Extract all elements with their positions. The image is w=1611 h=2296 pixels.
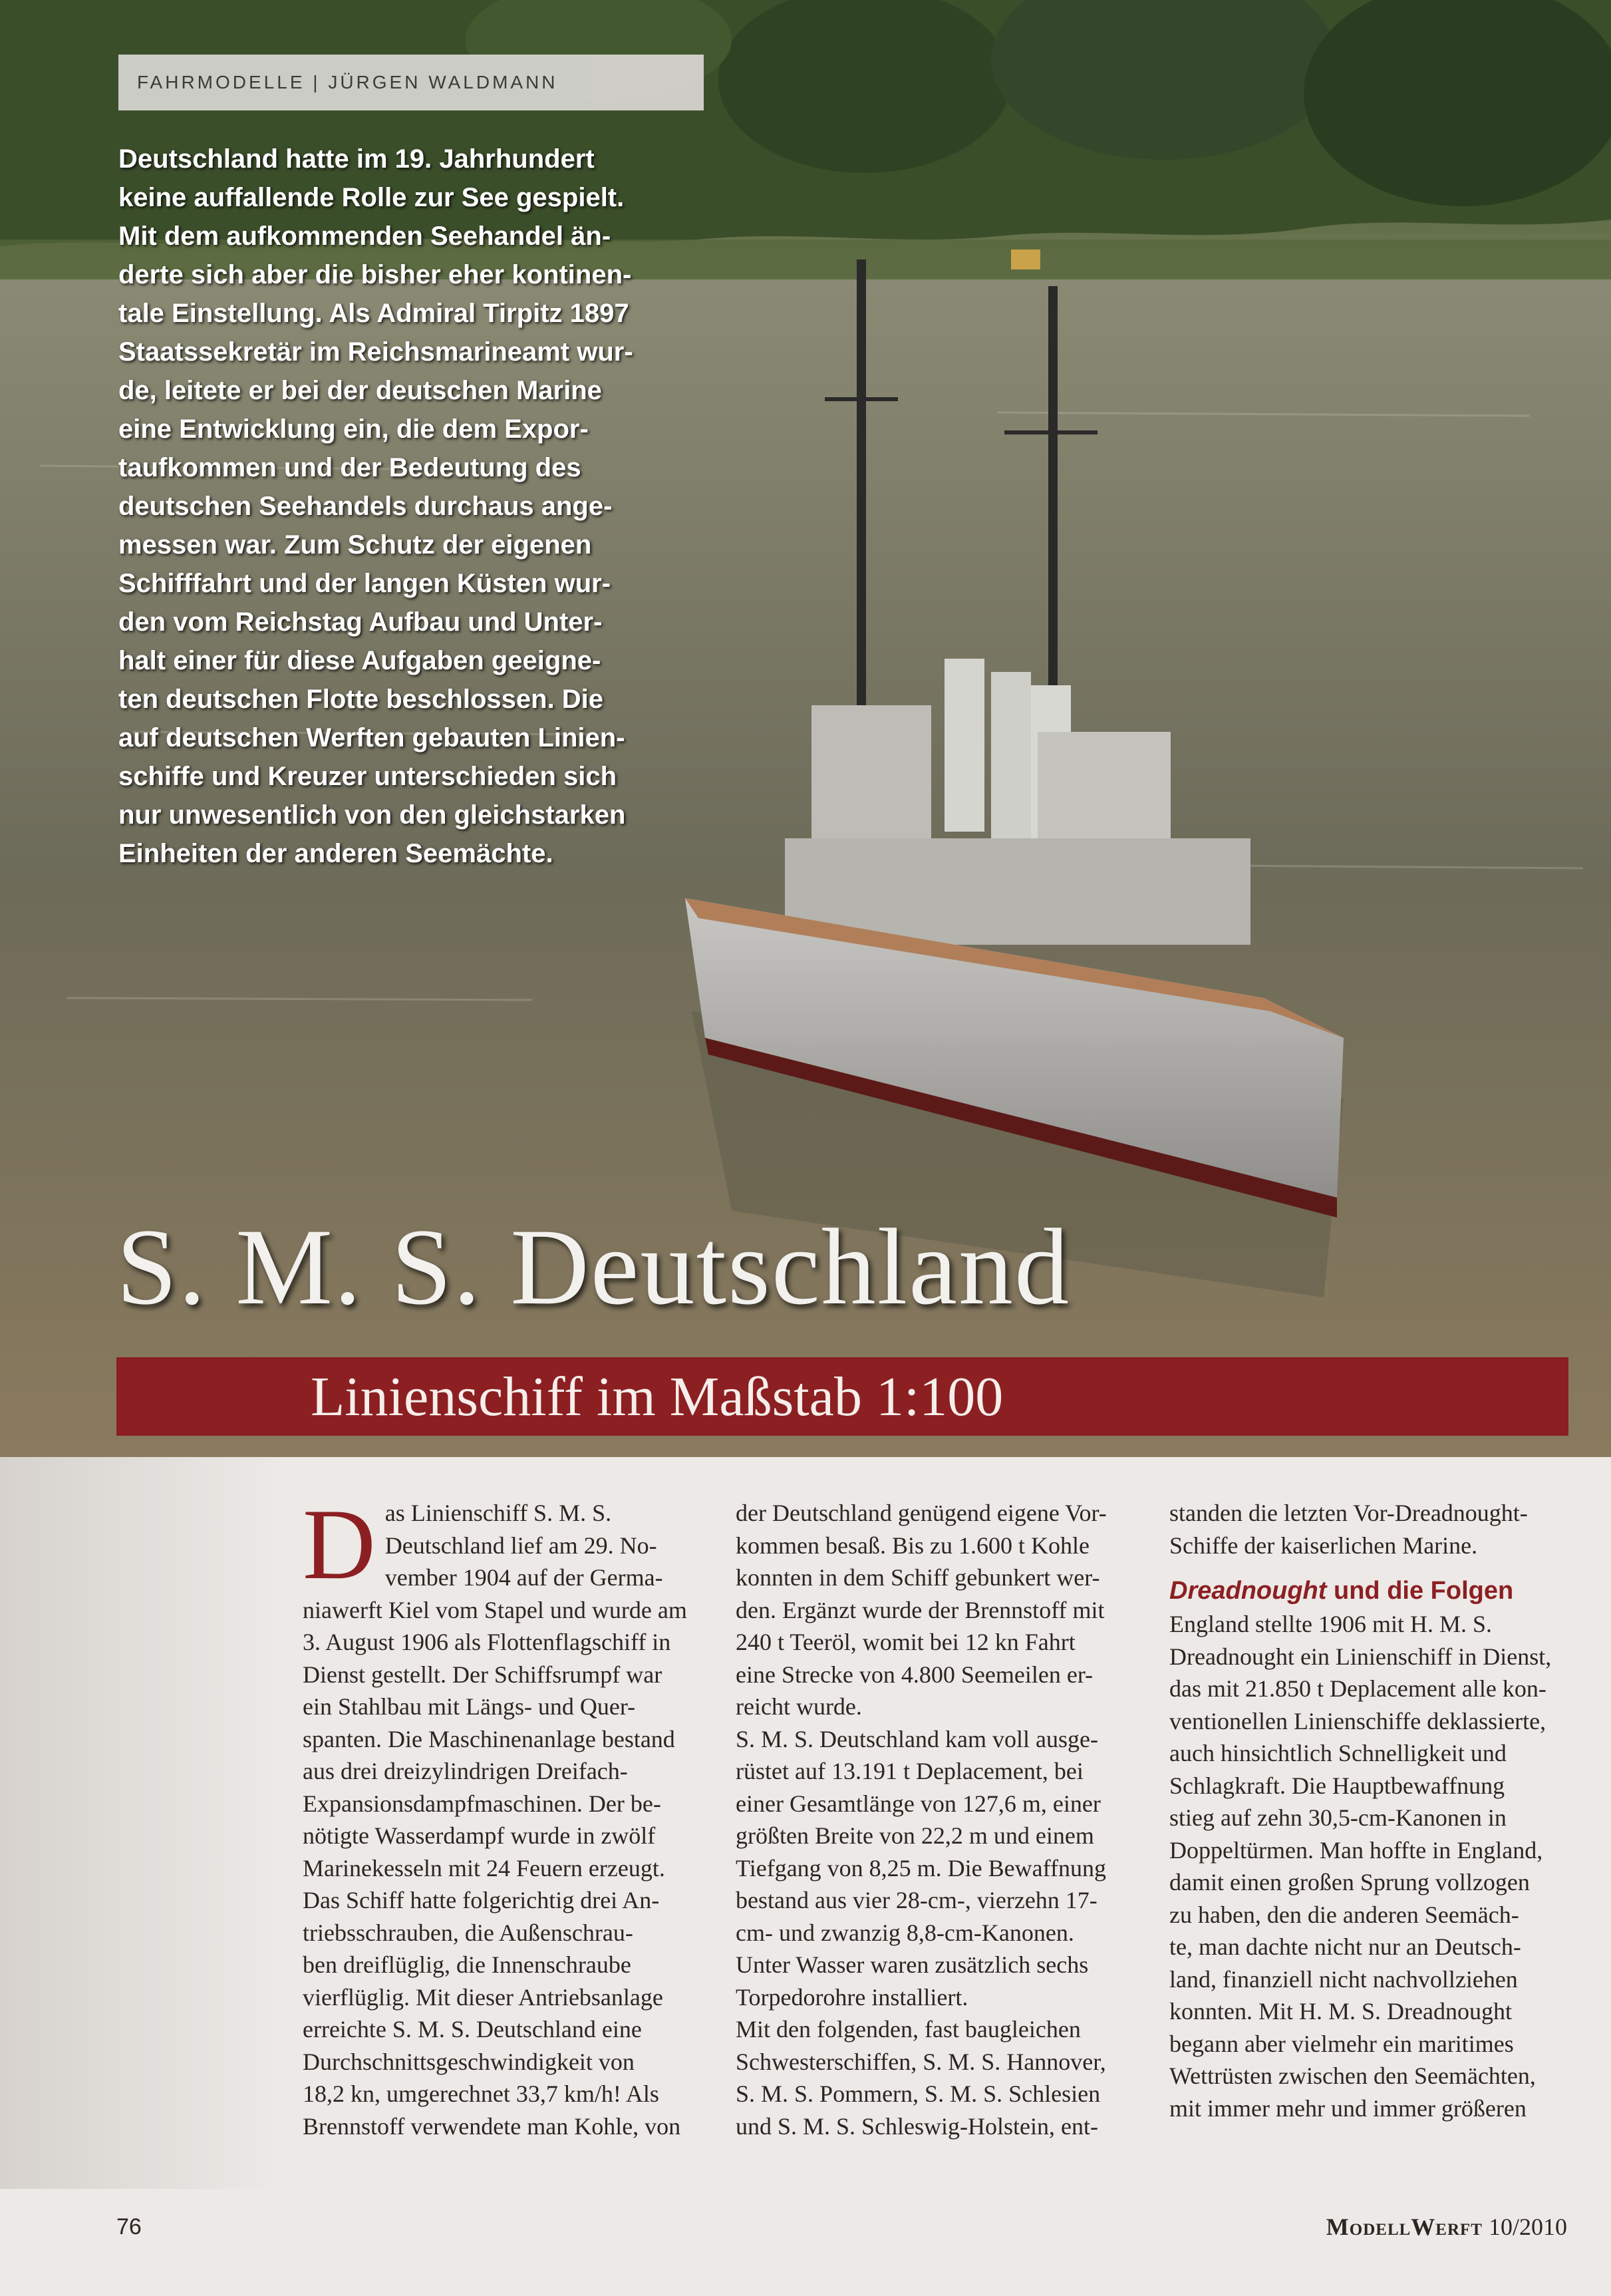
- issue-number: 10/2010: [1488, 2214, 1567, 2240]
- text-line: te, man dachte nicht nur an Deutsch-: [1169, 1933, 1521, 1960]
- text-line: Dienst gestellt. Der Schiffsrumpf war: [303, 1661, 662, 1688]
- section-heading: [1169, 1573, 1562, 1608]
- text-line: Brennstoff verwendete man Kohle, von: [303, 2112, 681, 2140]
- article-column-2: [736, 1497, 1128, 2142]
- text-line: nötigte Wasserdampf wurde in zwölf: [303, 1822, 656, 1849]
- intro-line: nur unwesentlich von den gleichstarken: [118, 800, 626, 830]
- text-line: das mit 21.850 t Deplacement alle kon-: [1169, 1675, 1546, 1702]
- left-margin-photo-fade: [0, 1457, 279, 2189]
- flag-icon: [1011, 249, 1040, 269]
- subtitle-bar: [116, 1357, 1568, 1436]
- page-number: 76: [116, 2214, 142, 2239]
- text-line: konnten. Mit H. M. S. Dreadnought: [1169, 1998, 1512, 2025]
- text-line: as Linienschiff S. M. S.: [384, 1500, 612, 1526]
- intro-line: auf deutschen Werften gebauten Linien-: [118, 723, 625, 752]
- intro-line: halt einer für diese Aufgaben geeigne-: [118, 646, 601, 675]
- text-line: S. M. S. Pommern, S. M. S. Schlesien: [736, 2080, 1101, 2107]
- text-line: Deutschland lief am 29. No-: [384, 1532, 657, 1559]
- text-line: eine Strecke von 4.800 Seemeilen er-: [736, 1661, 1094, 1688]
- text-line: konnten in dem Schiff gebunkert wer-: [736, 1564, 1100, 1591]
- text-line: stieg auf zehn 30,5-cm-Kanonen in: [1169, 1804, 1507, 1831]
- intro-line: tale Einstellung. Als Admiral Tirpitz 1897: [118, 299, 629, 328]
- text-line: Unter Wasser waren zusätzlich sechs: [736, 1951, 1089, 1978]
- text-line: 18,2 kn, umgerechnet 33,7 km/h! Als: [303, 2080, 659, 2107]
- intro-line: Mit dem aufkommenden Seehandel än-: [118, 222, 611, 251]
- text-line: erreichte S. M. S. Deutschland eine: [303, 2016, 642, 2043]
- intro-line: keine auffallende Rolle zur See gespielt.: [118, 183, 625, 212]
- intro-line: Staatssekretär im Reichsmarineamt wur-: [118, 337, 633, 367]
- magazine-footer: [1326, 2213, 1567, 2241]
- text-line: Durchschnittsgeschwindigkeit von: [303, 2048, 635, 2075]
- intro-line: de, leitete er bei der deutschen Marine: [118, 376, 602, 405]
- intro-line: Schifffahrt und der langen Küsten wur-: [118, 569, 611, 598]
- text-line: und S. M. S. Schleswig-Holstein, ent-: [736, 2112, 1098, 2140]
- text-line: 3. August 1906 als Flottenflagschiff in: [303, 1629, 671, 1655]
- text-line: größten Breite von 22,2 m und einem: [736, 1822, 1094, 1849]
- text-line: standen die letzten Vor-Dreadnought-: [1169, 1500, 1528, 1526]
- text-line: Schiffe der kaiserlichen Marine.: [1169, 1532, 1478, 1559]
- text-line: einer Gesamtlänge von 127,6 m, einer: [736, 1790, 1101, 1817]
- text-line: Schlagkraft. Die Hauptbewaffnung: [1169, 1772, 1505, 1799]
- text-line: spanten. Die Maschinenanlage bestand: [303, 1725, 675, 1752]
- intro-line: Einheiten der anderen Seemächte.: [118, 839, 553, 868]
- text-line: vierflüglig. Mit dieser Antriebsanlage: [303, 1983, 663, 2011]
- text-line: ventionellen Linienschiffe deklassierte,: [1169, 1707, 1546, 1734]
- intro-line: schiffe und Kreuzer unterschieden sich: [118, 762, 617, 791]
- section-kicker: FAHRMODELLE | JÜRGEN WALDMANN: [118, 55, 704, 110]
- article-title: S. M. S. Deutschland: [116, 1207, 1070, 1327]
- text-line: begann aber vielmehr ein maritimes: [1169, 2030, 1514, 2057]
- text-line: Expansionsdampfmaschinen. Der be-: [303, 1790, 661, 1817]
- text-line: damit einen großen Sprung vollzogen: [1169, 1869, 1530, 1895]
- text-line: Schwesterschiffen, S. M. S. Hannover,: [736, 2048, 1106, 2075]
- text-line: land, finanziell nicht nachvollziehen: [1169, 1965, 1518, 1993]
- article-column-1: [303, 1488, 695, 2142]
- text-line: den. Ergänzt wurde der Brennstoff mit: [736, 1596, 1105, 1623]
- text-line: kommen besaß. Bis zu 1.600 t Kohle: [736, 1532, 1090, 1559]
- section-heading-italic: Dreadnought: [1169, 1577, 1327, 1605]
- intro-line: den vom Reichstag Aufbau und Unter-: [118, 607, 603, 637]
- text-line: rüstet auf 13.191 t Deplacement, bei: [736, 1758, 1084, 1784]
- drop-cap: D: [303, 1488, 376, 1600]
- text-line: reicht wurde.: [736, 1693, 862, 1720]
- text-line: Das Schiff hatte folgerichtig drei An-: [303, 1887, 660, 1913]
- text-line: England stellte 1906 mit H. M. S.: [1169, 1611, 1492, 1637]
- text-line: triebsschrauben, die Außenschrau-: [303, 1919, 633, 1946]
- text-line: mit immer mehr und immer größeren: [1169, 2094, 1527, 2122]
- intro-line: eine Entwicklung ein, die dem Expor-: [118, 414, 589, 444]
- text-line: auch hinsichtlich Schnelligkeit und: [1169, 1740, 1507, 1766]
- text-line: ein Stahlbau mit Längs- und Quer-: [303, 1693, 636, 1720]
- article-subtitle: Linienschiff im Maßstab 1:100: [311, 1365, 1004, 1428]
- text-line: Wettrüsten zwischen den Seemächten,: [1169, 2062, 1536, 2089]
- text-line: aus drei dreizylindrigen Dreifach-: [303, 1758, 628, 1784]
- text-line: Marinekesseln mit 24 Feuern erzeugt.: [303, 1854, 665, 1882]
- magazine-name: ModellWerft: [1326, 2214, 1483, 2240]
- text-line: der Deutschland genügend eigene Vor-: [736, 1500, 1107, 1526]
- article-column-3: [1169, 1497, 1562, 2124]
- text-line: bestand aus vier 28-cm-, vierzehn 17-: [736, 1887, 1098, 1913]
- text-line: Doppeltürmen. Man hoffte in England,: [1169, 1836, 1543, 1864]
- text-line: Tiefgang von 8,25 m. Die Bewaffnung: [736, 1854, 1106, 1882]
- intro-line: Deutschland hatte im 19. Jahrhundert: [118, 144, 595, 174]
- text-line: vember 1904 auf der Germa-: [384, 1564, 663, 1591]
- text-line: Dreadnought ein Linienschiff in Dienst,: [1169, 1643, 1552, 1670]
- intro-line: taufkommen und der Bedeutung des: [118, 453, 581, 482]
- intro-line: deutschen Seehandels durchaus ange-: [118, 492, 613, 521]
- section-heading-rest: und die Folgen: [1326, 1577, 1514, 1605]
- text-line: Mit den folgenden, fast baugleichen: [736, 2016, 1081, 2043]
- text-line: zu haben, den die anderen Seemäch-: [1169, 1901, 1519, 1928]
- intro-line: messen war. Zum Schutz der eigenen: [118, 530, 592, 560]
- text-line: S. M. S. Deutschland kam voll ausge-: [736, 1725, 1098, 1752]
- text-line: Torpedorohre installiert.: [736, 1983, 968, 2011]
- text-line: niawerft Kiel vom Stapel und wurde am: [303, 1596, 687, 1623]
- intro-text: [118, 140, 690, 873]
- intro-line: ten deutschen Flotte beschlossen. Die: [118, 685, 604, 714]
- text-line: cm- und zwanzig 8,8-cm-Kanonen.: [736, 1919, 1074, 1946]
- text-line: ben dreiflüglig, die Innenschraube: [303, 1951, 631, 1978]
- intro-line: derte sich aber die bisher eher kontinen-: [118, 260, 632, 289]
- text-line: 240 t Teeröl, womit bei 12 kn Fahrt: [736, 1629, 1076, 1655]
